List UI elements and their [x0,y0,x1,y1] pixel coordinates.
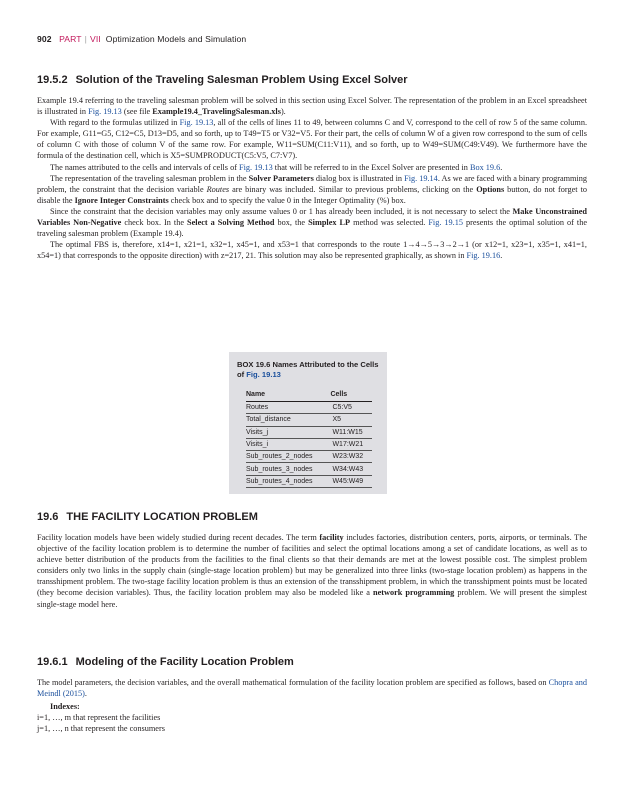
column-header-cells: Cells [330,388,372,402]
section-body-19-6 [37,532,587,610]
cell-range: W23:W32 [330,451,372,463]
paragraph: The representation of the traveling salesman problem in the Solver Parameters dialog box is illustrated in Fig. 19.14. As we are faced with a binary programming problem, the constraint that the decision variable Routes are binary was included. Similar to previous problems, clicking on the Options button, do not forget to disable the Ignore Integer Constraints check box and to specify the value 0 in the Integer Optimality (%) box. [37,173,588,205]
cell-range: X5 [330,414,372,426]
section-body-19-6-1 [37,677,587,699]
section-number: 19.5.2 [37,74,68,86]
figure-link[interactable]: Fig. 19.15 [428,218,463,228]
cell-name: Sub_routes_2_nodes [246,451,330,463]
file-name: Example19.4_TravelingSalesman.xls [152,107,281,117]
part-numeral: VII [89,34,101,44]
section-title: THE FACILITY LOCATION PROBLEM [66,511,258,523]
table-row [246,426,372,438]
cell-range: W11:W15 [330,426,372,438]
index-item: i=1, …, m that represent the facilities [37,713,161,722]
figure-link[interactable]: Fig. 19.16 [466,251,501,261]
cell-name: Visits_i [246,438,330,450]
section-body-19-5-2 [37,95,587,261]
part-label: PART [59,34,82,44]
indexes-label: Indexes: [50,702,80,711]
paragraph: Example 19.4 referring to the traveling salesman problem will be solved in this section using Excel Solver. The representation of the problem in an Excel spreadsheet is illustrated in Fig. 19.13 (see file Example19.4_TravelingSalesman.xls). [37,96,587,117]
cell-name: Routes [246,402,330,414]
paragraph: The optimal FBS is, therefore, x14=1, x21=1, x32=1, x45=1, and x53=1 that corresponds to the route 1→4→5→3→2→1 (or x12=1, x23=1, x35=1, x41=1, x54=1) that corresponds to the opposite direction) with z=217, 21. This solution may also be represented graphically, as shown in Fig. 19.16. [37,240,587,261]
table-row [246,414,372,426]
names-table [246,388,372,488]
cell-range: W45:W49 [330,475,372,487]
header-separator: | [84,34,87,44]
cell-range: W17:W21 [330,438,372,450]
cell-range: C5:V5 [330,402,372,414]
paragraph: Since the constraint that the decision variables may only assume values 0 or 1 has already been included, it is not necessary to select the Make Unconstrained Variables Non-Negative check box. In the Select a Solving Method box, the Simplex LP method was selected. Fig. 19.15 presents the optimal solution of the traveling salesman problem (Example 19.4). [37,206,587,239]
table-row [246,475,372,487]
running-header [37,34,246,44]
section-heading-19-6 [37,511,258,523]
section-heading-19-6-1 [37,656,294,668]
cell-range: W34:W43 [330,463,372,475]
paragraph: Facility location models have been widely studied during recent decades. The term facility includes factories, distribution centers, ports, airports, or terminals. The objective of the facility location problem is to determine the number of facilities and select the optimal locations among a set of candidate locations, as well as to achieve better distribution of the products from the facilities to the final clients so that their demands are met at the lowest possible cost. The simplest problem considers only two links in the supply chain (single-stage location problem) but may be generalized into three links (two-stage location problem) as happens in the transshipment problem. The two-stage facility location problem is thus an extension of the transshipment problem, in which the transshipment points must be located (they become decision variables). Thus, the facility location problem may also be modeled like a network programming problem. We will present the simplest single-stage model here. [37,533,588,609]
part-title: Optimization Models and Simulation [105,34,247,44]
section-heading-19-5-2 [37,74,408,86]
paragraph: With regard to the formulas utilized in Fig. 19.13, all of the cells of lines 11 to 49, between columns C and V, correspond to the cell of row 5 of the same column. For example, G11=G5, C12=C5, D13=D5, and so forth, up to T49=T5 or V32=V5. For their part, the cells of column W of a given row correspond to the sum of cells of column C with those of column V of the same row. For example, W11=SUM(C11:V11), and so forth, up to W49=SUM(C49:V49). We furthermore have the formula of the destination cell, which is X5=SUMPRODUCT(C5:V5, C7:V7). [37,118,588,161]
table-row [246,451,372,463]
section-title: Solution of the Traveling Salesman Problem Using Excel Solver [75,74,408,86]
cell-name: Sub_routes_3_nodes [246,463,330,475]
table-row [246,438,372,450]
section-title: Modeling of the Facility Location Problem [75,656,294,668]
indexes-list [37,701,165,734]
box-19-6 [229,352,387,494]
paragraph: The model parameters, the decision variables, and the overall mathematical formulation of the facility location problem are specified as follows, based on Chopra and Meindl (2015). [37,678,588,699]
citation-link[interactable]: Chopra and Meindl (2015) [37,678,588,699]
section-number: 19.6 [37,511,59,523]
column-header-name: Name [246,388,330,402]
section-number: 19.6.1 [37,656,68,668]
cell-name: Visits_j [246,426,330,438]
box-title: BOX 19.6 Names Attributed to the Cells of Fig. 19.13 [237,360,379,379]
page-number: 902 [37,34,52,44]
figure-link[interactable]: Fig. 19.13 [246,369,281,379]
index-item: j=1, …, n that represent the consumers [37,724,165,733]
table-row [246,402,372,414]
figure-link[interactable]: Fig. 19.13 [239,162,273,172]
table-header-row [246,388,372,402]
table-row [246,463,372,475]
paragraph: The names attributed to the cells and intervals of cells of Fig. 19.13 that will be referred to in the Excel Solver are presented in Box 19.6. [50,162,503,172]
figure-link[interactable]: Fig. 19.14 [404,173,438,183]
figure-link[interactable]: Fig. 19.13 [179,118,214,128]
cell-name: Sub_routes_4_nodes [246,475,330,487]
figure-link[interactable]: Fig. 19.13 [88,107,122,117]
box-link[interactable]: Box 19.6 [469,162,501,172]
cell-name: Total_distance [246,414,330,426]
